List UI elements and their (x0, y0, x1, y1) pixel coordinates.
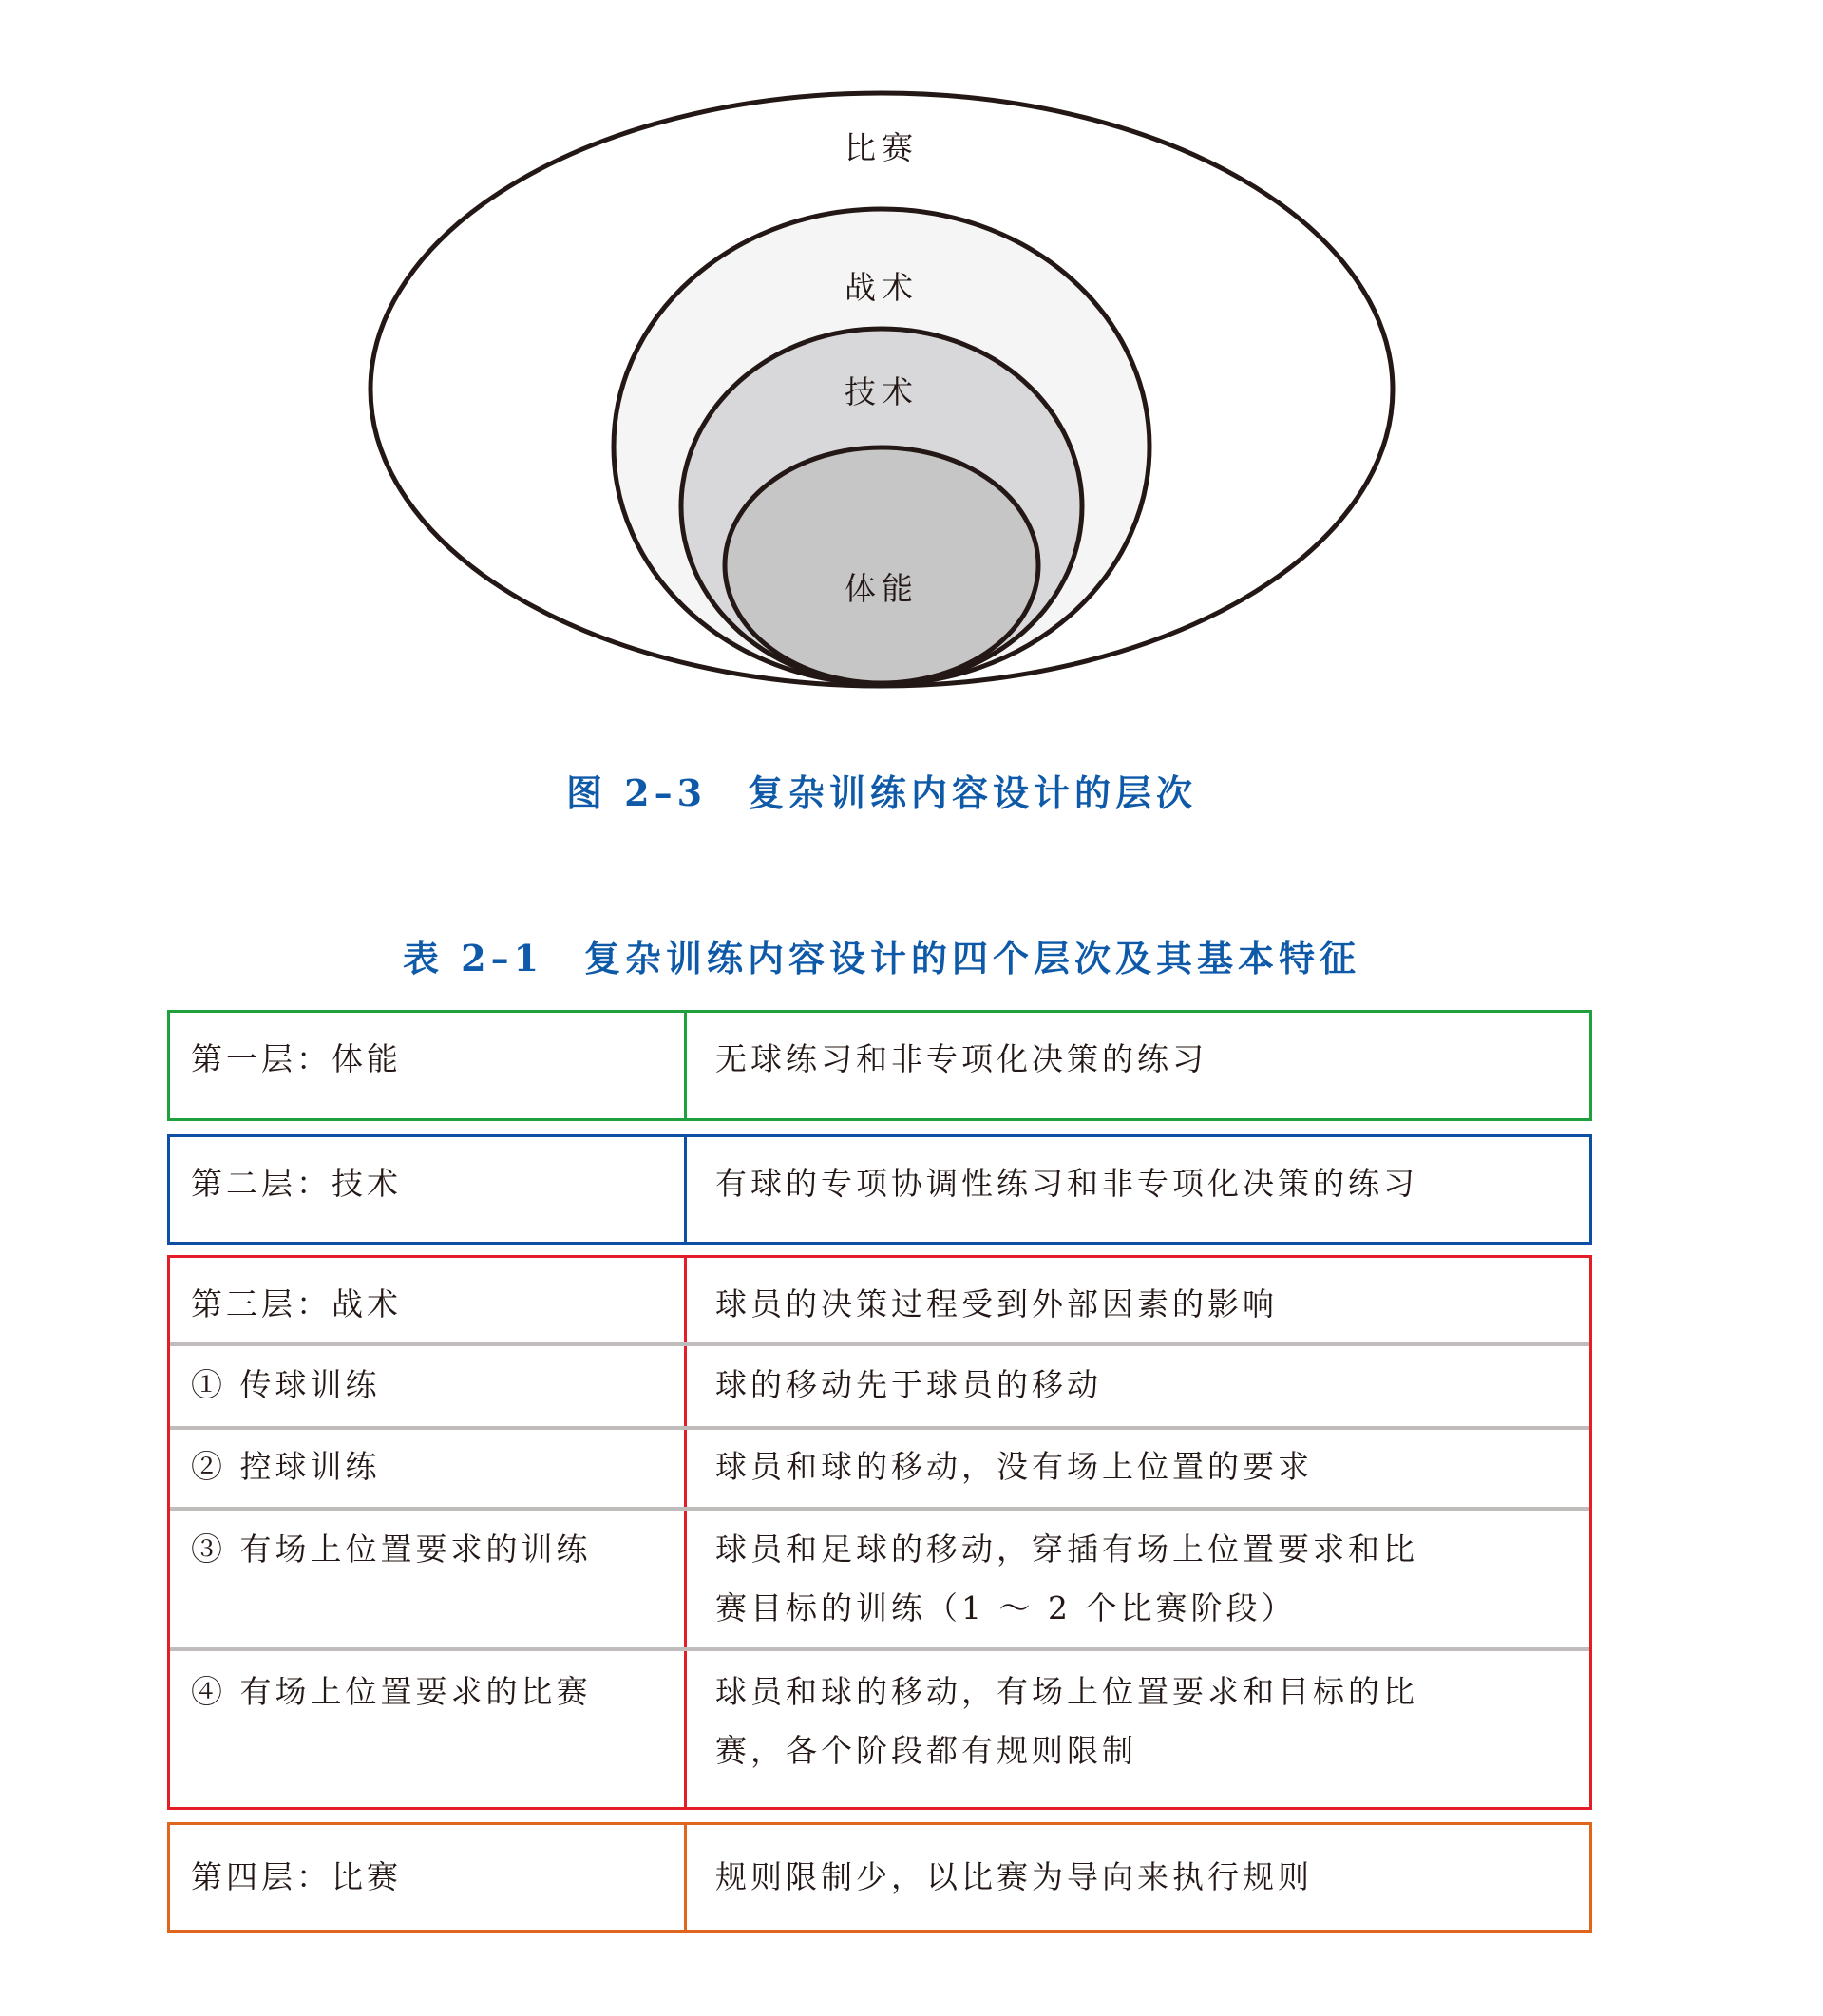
level-label-technique: 技术 (845, 373, 919, 410)
row-desc: 有球的专项协调性练习和非专项化决策的练习 (715, 1165, 1418, 1202)
level4-box (167, 1822, 1592, 1933)
row-label: 第四层：比赛 (170, 1825, 687, 1930)
level-label-tactics: 战术 (845, 269, 919, 306)
row-label: 第三层：战术 (170, 1258, 687, 1345)
row-desc: 无球练习和非专项化决策的练习 (715, 1040, 1207, 1077)
row-label: ① 传球训练 (170, 1346, 687, 1430)
row-label: ④ 有场上位置要求的比赛 (170, 1651, 687, 1807)
level1-box (167, 1010, 1592, 1121)
level-label-match: 比赛 (845, 129, 919, 166)
row-desc: 球员的决策过程受到外部因素的影响 (715, 1285, 1278, 1322)
row-label: 第一层：体能 (170, 1013, 687, 1118)
row-label: ② 控球训练 (170, 1430, 687, 1510)
level-label-physical: 体能 (845, 570, 919, 607)
row-label: 第二层：技术 (170, 1137, 687, 1242)
row-desc: 球员和足球的移动，穿插有场上位置要求和比赛目标的训练（1 ～ 2 个比赛阶段） (715, 1531, 1418, 1626)
figure-caption: 图 2–3 复杂训练内容设计的层次 (565, 771, 1198, 814)
row-desc: 球的移动先于球员的移动 (715, 1366, 1102, 1403)
row-desc: 球员和球的移动，没有场上位置的要求 (715, 1448, 1313, 1485)
row-label: ③ 有场上位置要求的训练 (170, 1511, 687, 1647)
row-desc: 球员和球的移动，有场上位置要求和目标的比赛，各个阶段都有规则限制 (715, 1673, 1418, 1769)
row-desc: 规则限制少，以比赛为导向来执行规则 (715, 1858, 1313, 1895)
nested-levels-diagram (0, 0, 1823, 722)
level3-box (167, 1255, 1592, 1810)
level2-box (167, 1134, 1592, 1245)
table-title: 表 2–1 复杂训练内容设计的四个层次及其基本特征 (402, 937, 1361, 979)
